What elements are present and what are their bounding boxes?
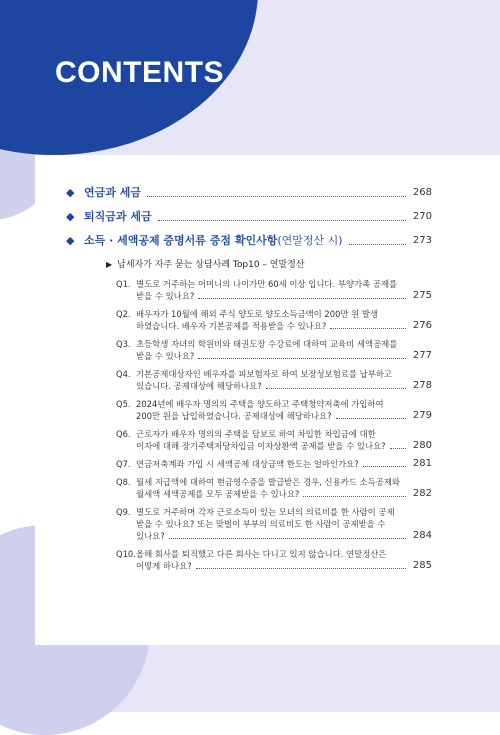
toc-question-item[interactable] [116,458,432,470]
toc-page-number: 276 [412,320,432,331]
question-number: Q2. [116,309,131,319]
question-text-line: 월세 지급액에 대하여 현금영수증을 발급받은 경우, 신용카드 소득공제와 [136,477,401,487]
dot-leader [303,496,406,497]
dot-leader [390,448,406,449]
question-last-line [136,290,432,302]
toc-main-item-label [84,230,343,252]
question-last-line [136,530,432,542]
diamond-bullet-icon: ◆ [66,234,75,247]
question-last-line [136,380,432,392]
toc-question-item[interactable] [116,428,432,452]
question-body [136,476,432,500]
dot-leader [349,244,406,245]
question-last-line [136,440,432,452]
question-last-line [136,488,432,500]
dot-leader [266,388,406,389]
question-text-line: 월세액 세액공제를 모두 공제받을 수 있나요? [136,489,300,499]
toc-main-item-title: 소득 · 세액공제 증명서류 증점 확인사항 [84,234,278,247]
question-body [136,278,432,302]
toc-question-item[interactable] [116,338,432,362]
diamond-bullet-icon: ◆ [66,210,75,223]
question-number: Q3. [116,339,131,349]
question-list [66,278,432,572]
toc-section-heading [106,256,432,274]
toc-question-item[interactable] [116,368,432,392]
question-text-line: 하였습니다. 배우자 기본공제를 적용받을 수 있나요? [136,321,327,331]
question-text-line: 있습니다. 공제대상에 해당하나요? [136,381,262,391]
question-body [136,506,432,542]
question-last-line [136,458,432,470]
question-last-line [136,320,432,332]
question-text-line: 배우자가 10월에 해외 주식 양도로 양도소득금액이 200만 원 발생 [136,309,379,319]
question-body [136,368,432,392]
dot-leader [198,298,406,299]
question-body [136,398,432,422]
dot-leader [196,568,406,569]
table-of-contents [66,182,432,578]
dot-leader [336,418,406,419]
toc-page-number: 273 [412,235,432,246]
toc-page-number: 285 [412,560,432,571]
question-number: Q8. [116,477,131,487]
question-text-line: 2024년에 배우자 명의의 주택을 양도하고 주택청약저축에 가입하여 [136,399,384,409]
question-text-line: 받을 수 있나요? [136,351,195,361]
question-text-line: 별도로 거주하며 각자 근로소득이 있는 모녀의 의료비를 한 사람이 공제 [136,507,395,517]
toc-section-label: 납세자가 자주 묻는 상담사례 Top10 – 연말정산 [117,260,305,270]
toc-page-number: 268 [412,187,432,198]
question-text-line: 기본공제대상자인 배우자를 피보험자로 하여 보장성보험료를 납부하고 [136,369,393,379]
toc-question-item[interactable] [116,476,432,500]
question-number: Q9. [116,507,131,517]
toc-question-item[interactable] [116,308,432,332]
dot-leader [330,328,406,329]
toc-page-number: 277 [412,350,432,361]
dot-leader [169,538,406,539]
question-text-line: 이자에 대해 장기주택저당차입금 이자상환액 공제를 받을 수 있나요? [136,441,386,451]
question-number: Q7. [116,459,131,469]
dot-leader [363,466,406,467]
question-number: Q4. [116,369,131,379]
toc-page-number: 280 [412,440,432,451]
toc-main-item[interactable] [66,206,432,228]
triangle-bullet-icon: ▶ [106,260,113,269]
toc-page-number: 284 [412,530,432,541]
toc-page-number: 282 [412,488,432,499]
toc-main-item-subtitle: (연말정산 시) [277,234,343,247]
question-text-line: 받을 수 있나요? 또는 맞벌이 부부의 의료비도 한 사람이 공제받을 수 [136,519,386,529]
question-text-line: 초등학생 자녀의 학원비와 태권도장 수강료에 대하여 교육비 세액공제를 [136,339,398,349]
dot-leader [198,358,406,359]
question-number: Q1. [116,279,131,289]
question-text-line: 200만 원을 납입하였습니다. 공제대상에 해당하나요? [136,411,332,421]
question-text-line: 근로자가 배우자 명의의 주택을 담보로 하여 차입한 차입금에 대한 [136,429,376,439]
question-body [136,548,432,572]
question-text-line: 받을 수 있나요? [136,291,195,301]
toc-page-number: 279 [412,410,432,421]
question-last-line [136,410,432,422]
toc-page-number: 270 [412,211,432,222]
toc-page-number: 281 [412,458,432,469]
question-text-line: 별도로 거주하는 어머니의 나이가만 60세 이상 입니다. 부양가족 공제를 [136,279,398,289]
toc-question-item[interactable] [116,506,432,542]
toc-main-item-label: 퇴직금과 세금 [84,210,152,223]
dot-leader [147,196,406,197]
question-last-line [136,350,432,362]
dot-leader [158,220,406,221]
toc-question-item[interactable] [116,548,432,572]
question-text-line: 있나요? [136,531,165,541]
toc-question-item[interactable] [116,398,432,422]
question-last-line [136,560,432,572]
question-body [136,308,432,332]
diamond-bullet-icon: ◆ [66,186,75,199]
toc-page-number: 278 [412,380,432,391]
question-number: Q5. [116,399,131,409]
question-body [136,458,432,470]
question-text-line: 올해 회사를 퇴직했고 다른 회사는 다니고 있지 않습니다. 연말정산은 [136,549,387,559]
question-body [136,338,432,362]
question-text-line: 어떻게 하나요? [136,561,192,571]
toc-main-item-label: 연금과 세금 [84,186,141,199]
question-number: Q10. [116,549,136,559]
question-number: Q6. [116,429,131,439]
page-title: CONTENTS [55,56,224,89]
toc-main-item[interactable] [66,182,432,204]
question-body [136,428,432,452]
toc-question-item[interactable] [116,278,432,302]
question-text-line: 연금저축계좌 가입 시 세액공제 대상금액 한도는 얼마인가요? [136,459,359,469]
toc-page-number: 275 [412,290,432,301]
toc-main-item[interactable] [66,230,432,252]
